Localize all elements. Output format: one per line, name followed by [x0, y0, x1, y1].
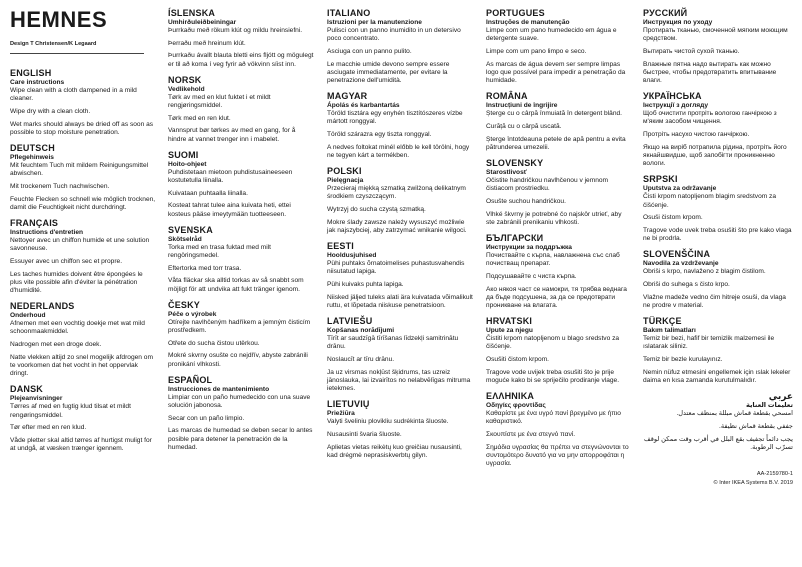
language-section [168, 150, 314, 219]
column-2 [168, 8, 314, 458]
care-instruction: Osušiti čistom krpom. [486, 356, 550, 364]
care-instruction: Tørk av med en klut fuktet i et mildt rengjøringsmiddel. [168, 93, 271, 110]
care-instruction: Влажные пятна надо вытирать как можно быстрее, чтобы предотвратить впитывание влаги. [643, 60, 777, 85]
care-instruction: Obriši do suhega s čisto krpo. [643, 281, 730, 289]
care-title: Onderhoud [10, 312, 46, 320]
column-3 [327, 8, 473, 466]
care-instruction: Nemin nüfuz etmesini engellemek için ıslak lekeler daima en kısa zamanda kurutulmalıdır. [643, 368, 791, 385]
care-instruction: Șterge întotdeauna petele de apă pentru a evita pătrunderea umezelii. [486, 135, 626, 151]
language-section [168, 75, 314, 144]
care-title: Інструкції з догляду [643, 102, 709, 110]
care-instruction: Mokre ślady zawsze należy wysuszyć możliwie jak najszybciej, aby zatrzymać wnikanie wilgoci. [327, 218, 467, 235]
column-5 [643, 8, 793, 488]
language-section [327, 399, 473, 460]
care-instruction: Eftertorka med torr trasa. [168, 264, 242, 272]
care-instruction: Våta fläckar ska alltid torkas av så snabbt som möjligt för att undvika att fukt tränger igenom. [168, 277, 304, 293]
care-instruction: Przecieraj miękką szmatką zwilżoną delikatnym środkiem czyszczącym. [327, 185, 466, 201]
care-instruction: Vlažne madeže vedno čim hitreje osuši, da vlaga ne prodre v material. [643, 293, 786, 310]
language-heading: DANSK [10, 384, 44, 395]
language-heading: MAGYAR [327, 91, 368, 102]
language-heading: عربي [768, 391, 793, 402]
language-heading: БЪЛГАРСКИ [486, 233, 544, 244]
language-heading: SUOMI [168, 149, 199, 160]
care-instruction: Mokré skvrny osušte co nejdřív, abyste zabránili pronikání vlhkosti. [168, 352, 308, 368]
care-title: Skötselråd [168, 235, 202, 243]
language-section [327, 91, 473, 160]
column-4 [486, 8, 632, 475]
language-heading: УКРАЇНСЬКА [643, 91, 702, 102]
care-instruction: Vlhké škvrny je potrebné čo najskôr utrieť, aby ste zabránili prenikaniu vlhkosti. [486, 210, 622, 226]
care-instruction: Secar con un paño limpio. [168, 414, 245, 422]
care-title: Navodila za vzdrževanje [643, 260, 719, 268]
care-instruction: Puhdistetaan mietoon puhdistusaineeseen kostutetulla liinalla. [168, 168, 293, 185]
language-section [168, 300, 314, 369]
language-section [327, 316, 473, 393]
care-instruction: Tragove vode uvek treba osušiti što pre kako vlaga ne bi prodrla. [643, 227, 792, 243]
care-instruction: امسحي بقطعة قماش مبللة بمنظف معتدل. [676, 410, 793, 418]
care-title: Instrucciones de mantenimiento [168, 385, 270, 393]
care-instruction: Kuivataan puhtaalla liinalla. [168, 189, 248, 197]
care-instruction: Καθαρίστε με ένα υγρό πανί βρεγμένο με ήπιο καθαριστικό. [486, 410, 621, 426]
language-section [168, 375, 314, 452]
care-title: Οδηγίες φροντίδας [486, 402, 546, 410]
care-title: Pielęgnacja [327, 177, 364, 185]
care-title: Priežiūra [327, 410, 355, 418]
care-instruction: Якщо на виріб потрапила рідина, протріть його якнайшвидше, щоб запобігти проникненню вологи. [643, 143, 787, 168]
language-heading: HRVATSKI [486, 316, 533, 327]
care-instruction: Почиствайте с кърпа, навлажнена със слаб почистващ препарат. [486, 252, 620, 268]
care-instruction: Þurrkaðu með rökum klút og mildu hreinsiefni. [168, 27, 303, 34]
care-instruction: Þerraðu með hreinum klút. [168, 39, 246, 47]
language-heading: TÜRKÇE [643, 316, 682, 327]
language-heading: LIETUVIŲ [327, 399, 370, 410]
care-instruction: جففي بقطعة قماش نظيفة. [719, 422, 793, 430]
care-instruction: Obriši s krpo, navlaženo z blagim čistilom. [643, 268, 766, 276]
care-instruction: يجب دائماً تجفيف بقع البلل في أقرب وقت ممكن لوقف تسرّب الرطوبة. [643, 435, 793, 451]
care-instruction: Wipe clean with a cloth dampened in a mild cleaner. [10, 87, 137, 103]
language-heading: ČESKY [168, 299, 201, 310]
language-heading: РУССКИЙ [643, 8, 688, 18]
language-heading: SLOVENSKY [486, 158, 544, 169]
care-instruction: Wipe dry with a clean cloth. [10, 107, 91, 115]
care-instruction: Wytrzyj do sucha czystą szmatką. [327, 206, 426, 214]
language-heading: ENGLISH [10, 68, 52, 78]
care-instruction: Tørk med en ren klut. [168, 114, 231, 122]
language-section [10, 301, 156, 378]
column-1 [10, 8, 156, 459]
care-instruction: Pühi puhtaks õrnatoimelises puhastusvahendis niisutatud lapiga. [327, 260, 465, 276]
care-instruction: Torka med en trasa fuktad med milt rengöringsmedel. [168, 243, 271, 260]
care-instruction: Aplietas vietas reikėtų kuo greičiau nusausinti, kad drėgmė neprasiskverbtų gilyn. [327, 443, 462, 460]
language-section [168, 225, 314, 294]
care-instruction: Tīrīt ar saudzīgā tīrīšanas līdzekļi samitrinātu drānu. [327, 335, 459, 351]
care-instruction: Mit trockenem Tuch nachwischen. [10, 182, 110, 190]
care-instruction: Temiz bir bezle kurulayınız. [643, 356, 723, 364]
care-title: Bakım talimatları [643, 327, 696, 335]
care-instruction: Očistite handričkou navlhčenou v jemnom čistiacom prostriedku. [486, 177, 609, 193]
care-title: Istruzioni per la manutenzione [327, 19, 422, 26]
care-instruction: Osuši čistom krpom. [643, 214, 703, 222]
care-title: Upute za njegu [486, 327, 533, 335]
care-instruction: Limpiar con un paño humedecido con una suave solución jabonosa. [168, 393, 311, 410]
care-title: Hoito-ohjeet [168, 160, 207, 168]
care-instruction: Kosteat tahrat tulee aina kuivata heti, ettei kosteus pääse imeytymään tuotteeseen. [168, 202, 291, 218]
care-instruction: As marcas de água devem ser sempre limpas logo que possível para impedir a penetração da humidade. [486, 60, 626, 85]
care-instruction: Niisked jäljed tuleks alati ära kuivatada võimalikult ruttu, et lõpetada niiskuse penetratsioon. [327, 293, 473, 310]
article-code: AA-2159780-1 [756, 471, 793, 478]
care-title: Starostlivosť [486, 169, 527, 177]
language-heading: POLSKI [327, 166, 362, 177]
language-section [643, 316, 793, 385]
care-instruction: Pulisci con un panno inumidito in un detersivo poco concentrato. [327, 27, 461, 43]
care-instruction: Čisti krpom natopljenom blagim sredstvom za čišćenje. [643, 193, 777, 209]
language-section [643, 174, 793, 243]
language-heading: ΕΛΛΗΝΙΚΑ [486, 391, 535, 402]
language-heading: EESTI [327, 241, 355, 252]
care-instruction: Ja uz virsmas nokļūst šķidrums, tas uzreiz jānoslauka, lai izvairītos no nelabvēlīgas mitruma ietekmes. [327, 368, 471, 393]
care-title: Plejeanvisninger [10, 395, 63, 403]
care-instruction: Afnemen met een vochtig doekje met wat mild schoonmaakmiddel. [10, 320, 145, 336]
language-section [486, 391, 632, 468]
care-instruction: Tør efter med en ren klud. [10, 424, 87, 432]
language-heading: FRANÇAIS [10, 218, 59, 229]
care-instruction: Les taches humides doivent être épongées le plus vite possible afin d'éviter la pénétration d'humidité. [10, 270, 143, 295]
care-instruction: Limpe com um pano humedecido em água e detergente suave. [486, 27, 617, 43]
care-title: Care instructions [10, 79, 65, 86]
care-title: Hooldusjuhised [327, 252, 377, 260]
care-instruction: Tragove vode uvijek treba osušiti što je prije moguće kako bi se spriječilo prodiranje vlage. [486, 368, 620, 385]
care-instruction: Noslaucīt ar tīru drānu. [327, 356, 395, 364]
care-instruction: Вытирать чистой сухой тканью. [643, 47, 740, 55]
care-title: Uputstva za održavanje [643, 185, 717, 193]
language-heading: DEUTSCH [10, 143, 55, 154]
language-heading: LATVIEŠU [327, 316, 373, 327]
language-heading: PORTUGUES [486, 8, 545, 18]
designer-credit: Design T Christensen/K Legaard [10, 41, 97, 47]
care-instruction: Las marcas de humedad se deben secar lo antes posible para detener la penetración de la humedad. [168, 427, 313, 451]
language-heading: ROMÂNA [486, 91, 528, 102]
care-instruction: Tørres af med en fugtig klud tilsat et mildt rengøringsmiddel. [10, 403, 131, 419]
language-section [10, 384, 156, 453]
product-name: HEMNES [10, 7, 108, 32]
care-instruction: Ако някоя част се намокри, тя трябва веднага да бъде подсушена, за да се предотврати проникване на влагата. [486, 285, 627, 310]
language-section [327, 8, 473, 85]
care-instruction: Feuchte Flecken so schnell wie möglich trocknen, damit die Feuchtigkeit nicht durchdringt. [10, 195, 156, 211]
care-instruction: Temiz bir bezi, hafif bir temizlik malzemesi ile ıslatarak siliniz. [643, 335, 775, 351]
language-section [486, 8, 632, 85]
care-title: Instruções de manutenção [486, 19, 570, 26]
language-section [10, 68, 156, 137]
language-section [643, 391, 793, 452]
language-section [327, 241, 473, 310]
care-instruction: A nedves foltokat minél előbb le kell törölni, hogy ne tegyen kárt a termékben. [327, 143, 470, 160]
language-heading: NORSK [168, 74, 202, 85]
care-instruction: Nettoyer avec un chiffon humide et une solution savonneuse. [10, 237, 150, 253]
care-title: Pflegehinweis [10, 154, 54, 162]
language-heading: SLOVENŠČINA [643, 249, 711, 260]
care-title: Ápolás és karbantartás [327, 102, 400, 110]
care-title: Instrucțiuni de îngrijire [486, 102, 558, 110]
language-heading: ITALIANO [327, 8, 371, 18]
care-instruction: Mit feuchtem Tuch mit mildem Reinigungsmittel abwischen. [10, 162, 149, 178]
care-instruction: Pühi kuivaks puhta lapiga. [327, 281, 404, 289]
language-heading: ESPAÑOL [168, 374, 213, 385]
care-title: Instructions d'entretien [10, 229, 84, 237]
care-instruction: Протирать тканью, смоченной мягким моющим средством. [643, 27, 788, 43]
language-section [486, 91, 632, 152]
care-instruction: Våde pletter skal altid tørres af hurtigst muligt for at undgå, at væsken trænger igennem. [10, 437, 152, 453]
language-heading: NEDERLANDS [10, 301, 75, 312]
care-instruction: Щоб очистити протріть вологою ганчіркою з м'яким засобом чищення. [643, 110, 777, 126]
care-title: Vedlikehold [168, 85, 205, 93]
care-instruction: Otřete do sucha čistou utěrkou. [168, 339, 260, 347]
care-instruction: Þurrkaðu ávallt blauta bletti eins fljótt og mögulegt er til að koma í veg fyrir að vökvinn síist inn. [168, 52, 314, 68]
care-instruction: Töröld szárazra egy tiszta ronggyal. [327, 131, 432, 139]
language-section [643, 249, 793, 310]
language-section [327, 166, 473, 235]
care-instruction: Čistiti krpom natopljenom u blago sredstvo za čišćenje. [486, 335, 620, 351]
care-title: Péče o výrobek [168, 310, 217, 318]
care-instruction: Σκουπίστε με ένα στεγνό πανί. [486, 431, 576, 439]
language-heading: ÍSLENSKA [168, 8, 216, 18]
care-instruction: Otírejte navlhčeným hadříkem a jemným čisticím prostředkem. [168, 318, 311, 335]
care-instruction: Curăță cu o cârpă uscată. [486, 122, 562, 130]
language-section [486, 316, 632, 385]
language-section [643, 8, 793, 85]
care-instruction: Nadrogen met een droge doek. [10, 341, 102, 349]
care-instruction: Le macchie umide devono sempre essere asciugate immediatamente, per evitare la penetrazione dell'umidità. [327, 60, 450, 85]
care-instruction: Asciuga con un panno pulito. [327, 47, 412, 55]
care-title: تعليمات العناية [745, 402, 793, 410]
care-title: Umhirðuleiðbeiningar [168, 19, 237, 26]
care-instruction: Natte vlekken altijd zo snel mogelijk afdrogen om te voorkomen dat het vocht in het oppervlak dringt. [10, 353, 153, 378]
language-section [643, 91, 793, 168]
language-section [486, 233, 632, 310]
copyright: © Inter IKEA Systems B.V. 2019 [713, 480, 793, 487]
care-instruction: Valyti šveliniu plovikliu sudrėkinta šluoste. [327, 418, 449, 426]
care-instruction: Șterge cu o cârpă înmuiată în detergent blând. [486, 110, 622, 118]
care-instruction: Протріть насухо чистою ганчіркою. [643, 131, 750, 139]
care-title: Инструкции за поддръжка [486, 244, 572, 252]
care-title: Kopšanas norādījumi [327, 327, 395, 335]
care-instruction: Töröld tisztára egy enyhén tisztítószeres vízbe mártott ronggyal. [327, 110, 463, 126]
care-instruction: Wet marks should always be dried off as soon as possible to stop moisture penetration. [10, 120, 154, 136]
language-heading: SRPSKI [643, 174, 678, 185]
language-section [486, 158, 632, 227]
care-instruction: Vannsprut bør tørkes av med en gang, for å hindre at vannet trenger inn i mabelet. [168, 127, 296, 143]
care-instruction: Σημάδια υγρασίας θα πρέπει να στεγνώνονται το συντομότερο δυνατό για να μην απορροφάται η υγρασία. [486, 443, 629, 468]
care-title: Инструкция по уходу [643, 19, 713, 26]
care-instruction: Essuyer avec un chiffon sec et propre. [10, 257, 123, 265]
language-section [10, 143, 156, 212]
language-section [168, 8, 314, 69]
language-section [10, 218, 156, 295]
care-instruction: Limpe com um pano limpo e seco. [486, 47, 587, 55]
language-heading: SVENSKA [168, 224, 213, 235]
care-instruction: Nusausinti švaria šluoste. [327, 431, 402, 439]
care-instruction: Подсушавайте с чиста кърпа. [486, 272, 577, 280]
care-instruction: Osušte suchou handričkou. [486, 197, 566, 205]
